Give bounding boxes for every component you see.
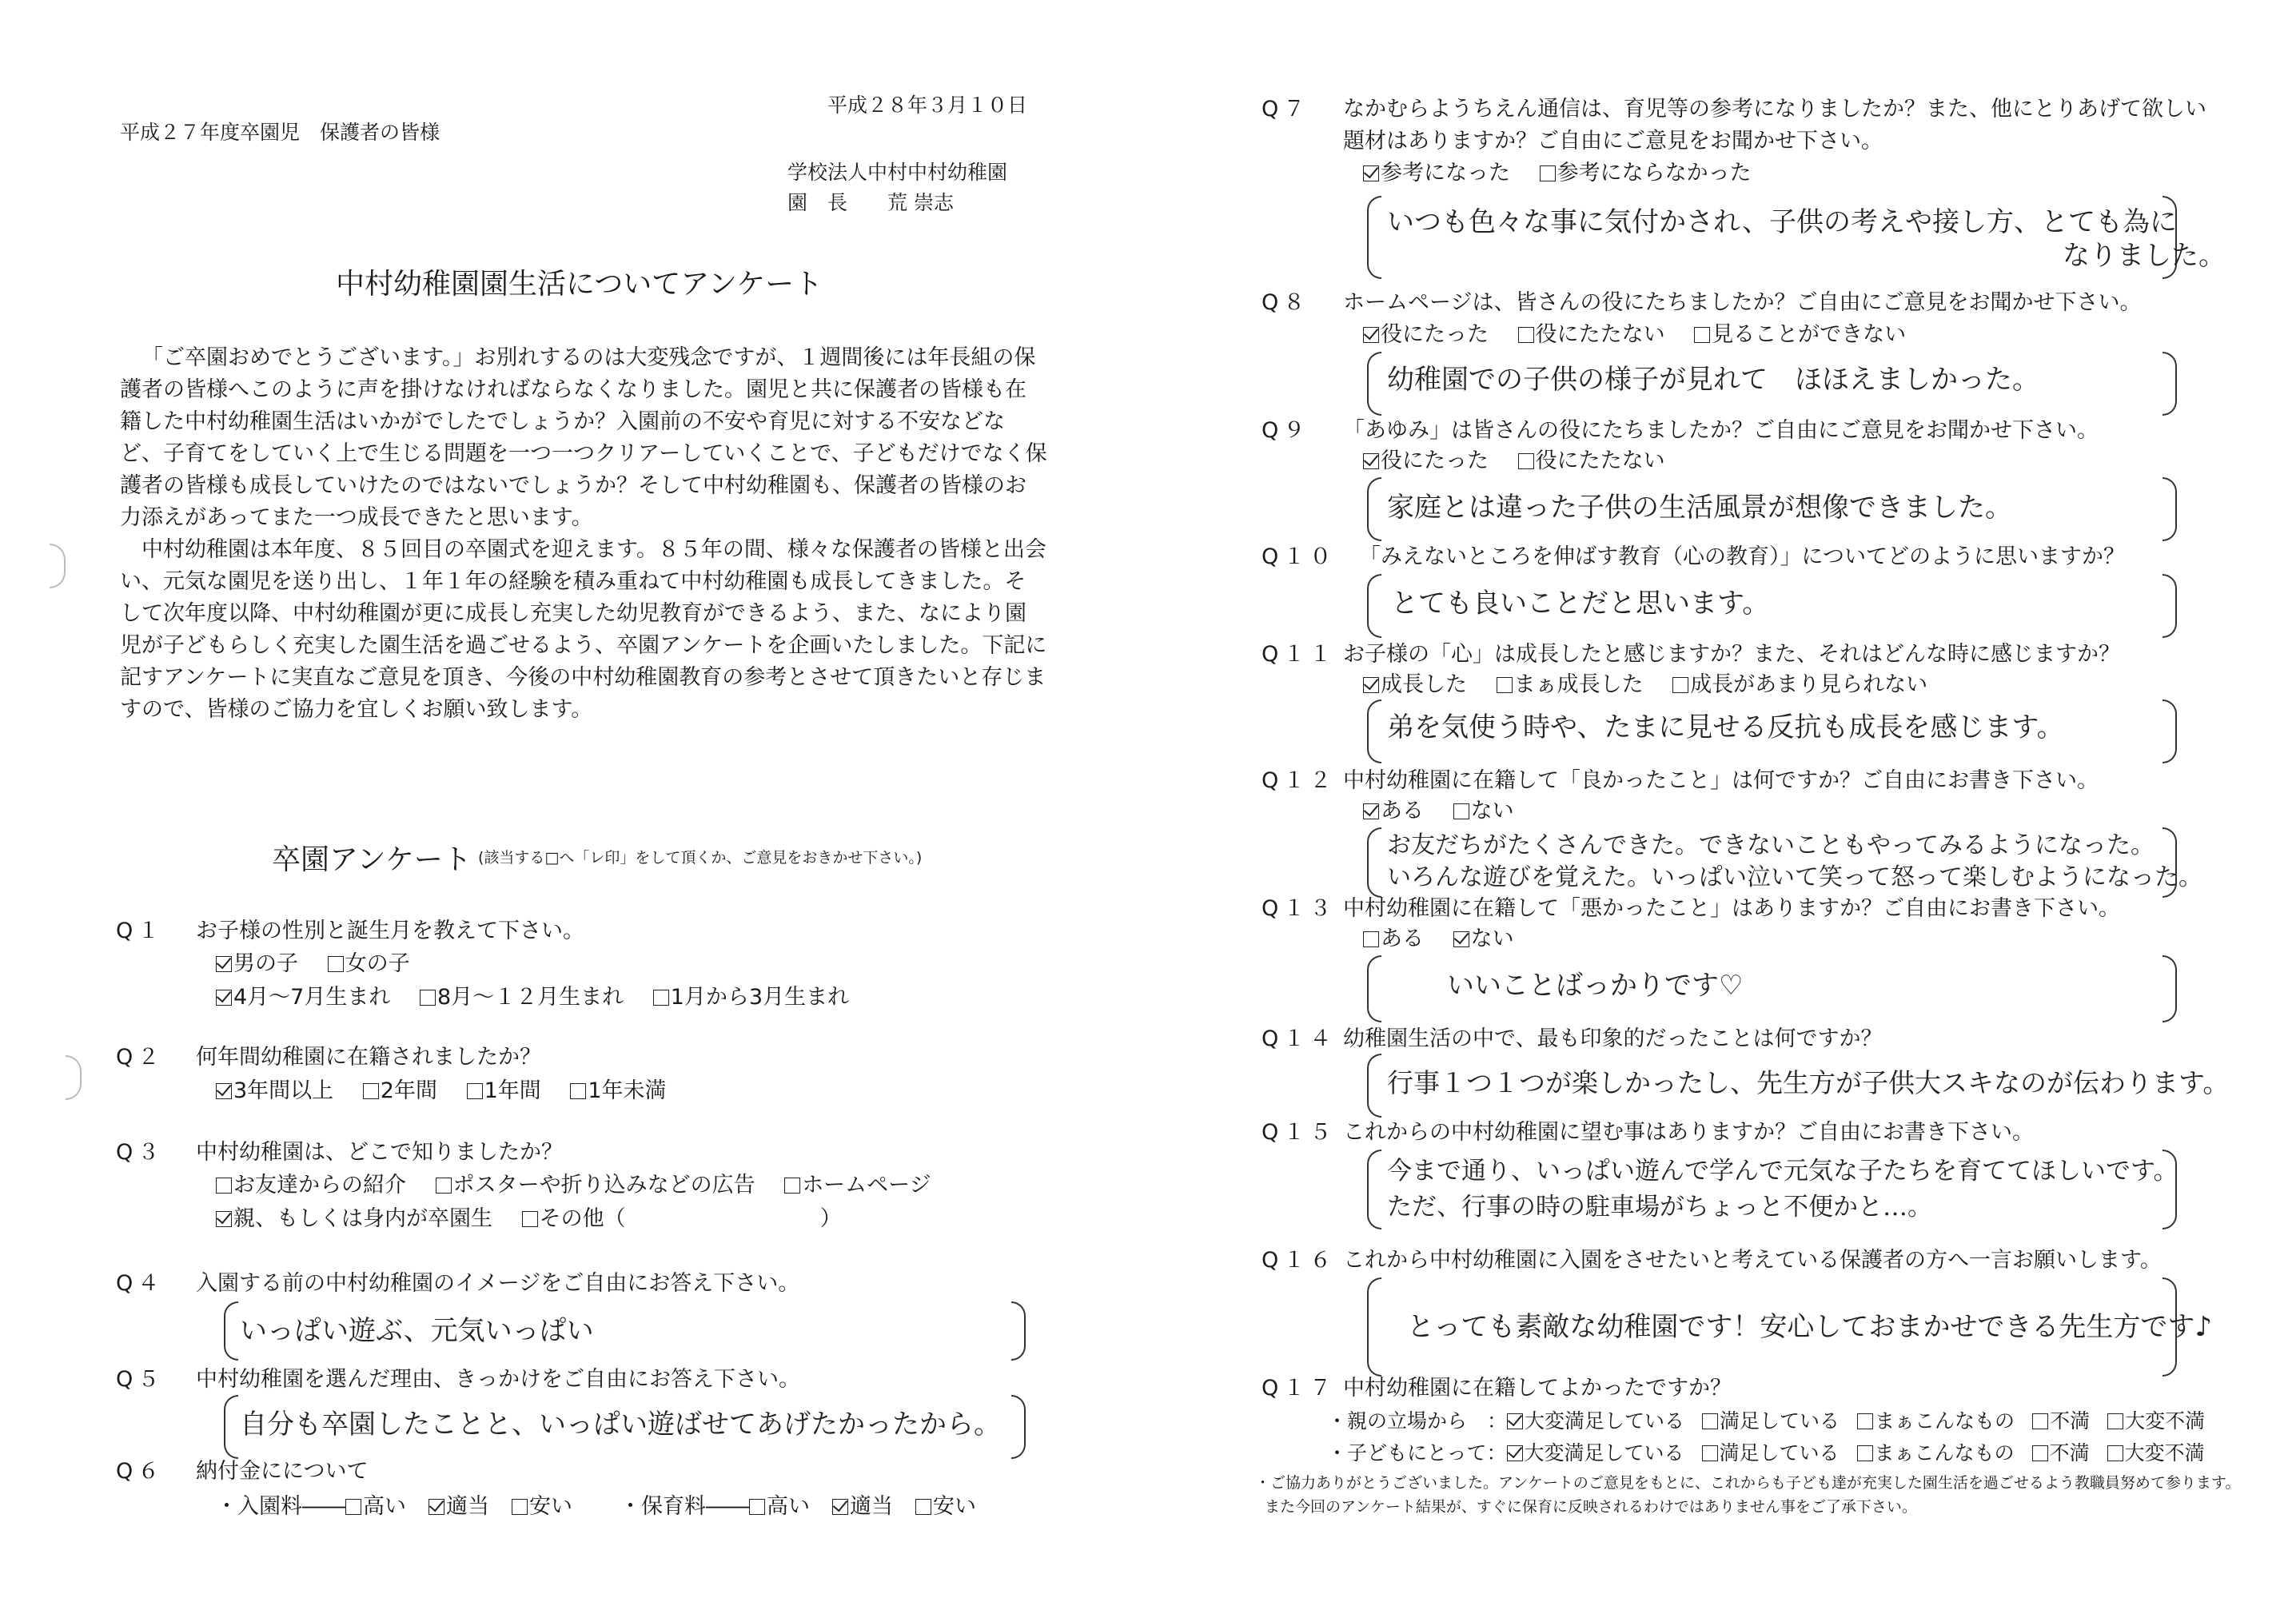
checkbox[interactable] (915, 1499, 931, 1515)
answer-bracket-left (1367, 574, 1381, 638)
checkbox-checked[interactable] (1507, 1413, 1523, 1429)
q7-option-helpful[interactable]: 参考になった (1363, 160, 1510, 187)
survey-title: 卒園アンケート (272, 843, 472, 876)
checkbox[interactable] (1540, 165, 1556, 181)
checkbox[interactable] (2107, 1445, 2123, 1461)
q9-option-useful[interactable]: 役にたった (1363, 448, 1489, 475)
q3-option-poster[interactable]: ポスターや折り込みなどの広告 (436, 1172, 755, 1199)
q13-text: 中村幼稚園に在籍して「悪かったこと」はありますか？ご自由にお書き下さい。 (1343, 896, 2120, 921)
q17-child-row: ・子どもにとって： 大変満足している 満足している まぁこんなもの 不満 大変不満 (1327, 1441, 2205, 1465)
binding-hole-mark (50, 544, 66, 588)
checkbox[interactable] (1694, 327, 1710, 343)
q6-text: 納付金にについて (196, 1459, 369, 1484)
q6-fee2-fair[interactable]: 適当 (832, 1493, 893, 1520)
q17-parent-very-dissatisfied[interactable]: 大変不満 (2107, 1409, 2205, 1434)
q17-parent-row: ・親の立場から ： 大変満足している 満足している まぁこんなもの 不満 大変不満 (1327, 1409, 2206, 1433)
checkbox[interactable] (1518, 453, 1534, 469)
q11-option-grew[interactable]: 成長した (1363, 672, 1467, 699)
checkbox[interactable] (216, 1178, 232, 1194)
q13-option-yes[interactable]: ある (1363, 926, 1424, 953)
answer-bracket-right (2162, 477, 2177, 541)
checkbox[interactable] (522, 1211, 538, 1227)
q12-answer-line2: いろんな遊びを覚えた。いっぱい泣いて笑って怒って楽しむようになった。 (1387, 863, 2202, 891)
q8-option-not-useful[interactable]: 役にたたない (1518, 321, 1665, 349)
q14-answer: 行事１つ１つが楽しかったし、先生方が子供大スキなのが伝わります。 (1387, 1067, 2230, 1098)
answer-bracket-right (1011, 1395, 1026, 1459)
q14-text: 幼稚園生活の中で、最も印象的だったことは何ですか？ (1343, 1026, 1883, 1051)
checkbox-checked[interactable] (1453, 931, 1469, 947)
q8-option-useful[interactable]: 役にたった (1363, 321, 1489, 349)
q6-tuition-fee: ・保育料―― 高い 適当 安い (620, 1494, 976, 1519)
q16-number: Q１６ (1262, 1248, 1337, 1273)
intro-paragraph-2: 中村幼稚園は本年度、８５回目の卒園式を迎えます。８５年の間、様々な保護者の皆様と出会い、元気な園児を送り出し、１年１年の経験を積み重ねて中村幼稚園も成長してきました。そして次年度以降、中村幼稚園が更に成長し充実した幼児教育ができるよう、また、なにより園児が子どもらしく充実した園生活を過ごせるよう、卒園アンケートを企画いたしました。下記に記すアンケートに実直なご意見を頂き、今後の中村幼稚園教育の参考とさせて頂きたいと存じますので、皆様のご協力を宜しくお願い致します。 (120, 537, 1047, 722)
q17-parent-so-so[interactable]: まぁこんなもの (1857, 1409, 2015, 1434)
q17-child-very-satisfied[interactable]: 大変満足している (1507, 1441, 1684, 1466)
q5-number: Q５ (116, 1367, 165, 1392)
q11-answer: 弟を気使う時や、たまに見せる反抗も成長を感じます。 (1387, 711, 2064, 743)
intro-text (120, 342, 1047, 726)
q1-options-birthmonth (216, 984, 871, 1011)
footer-note-1: ・ご協力ありがとうございました。アンケートのご意見をもとに、これからも子ども達が充実した園生活を過ごせるよう教職員努めて参ります。 (1255, 1474, 2241, 1492)
answer-bracket-left (1367, 1054, 1381, 1118)
q1-option-aug-dec[interactable]: 8月～１２月生まれ (420, 984, 624, 1011)
q12-option-yes[interactable]: ある (1363, 798, 1424, 825)
q9-text: 「あゆみ」は皆さんの役にたちましたか？ご自由にご意見をお聞かせ下さい。 (1343, 418, 2099, 443)
checkbox-checked[interactable] (216, 1211, 232, 1227)
q13-option-no[interactable]: ない (1453, 926, 1514, 953)
checkbox-checked[interactable] (1363, 677, 1379, 693)
answer-bracket-left (1367, 196, 1381, 279)
organization-name: 学校法人中村中村幼稚園 (787, 161, 1008, 184)
q4-text: 入園する前の中村幼稚園のイメージをご自由にお答え下さい。 (196, 1271, 800, 1296)
q7-options (1363, 160, 1774, 187)
q17-parent-satisfied[interactable]: 満足している (1702, 1409, 1840, 1434)
checkbox[interactable] (512, 1499, 528, 1515)
q8-answer: 幼稚園での子供の様子が見れて ほほえましかった。 (1387, 364, 2039, 396)
checkbox[interactable] (749, 1499, 765, 1515)
principal-name: 園 長 荒 崇志 (787, 191, 954, 214)
answer-bracket-right (2162, 955, 2177, 1022)
q12-answer-line1: お友だちがたくさんできた。できないこともやってみるようになった。 (1387, 831, 2154, 859)
q2-option-1year[interactable]: 1年間 (467, 1078, 541, 1105)
q6-entrance-fee: ・入園料―― 高い 適当 安い (216, 1494, 572, 1519)
q5-answer: 自分も卒園したことと、いっぱい遊ばせてあげたかったから。 (240, 1409, 1001, 1441)
q6-fee2-high[interactable]: 高い (749, 1493, 810, 1520)
q1-number: Q１ (116, 919, 165, 943)
q3-options-row1 (216, 1172, 954, 1199)
q1-option-jan-mar[interactable]: 1月から3月生まれ (653, 984, 849, 1011)
checkbox-checked[interactable] (1363, 803, 1379, 819)
checkbox[interactable] (345, 1499, 361, 1515)
q1-text: お子様の性別と誕生月を教えて下さい。 (196, 919, 584, 943)
q15-number: Q１５ (1262, 1120, 1337, 1145)
q1-option-apr-jul[interactable]: 4月～7月生まれ (216, 984, 390, 1011)
checkbox[interactable] (653, 990, 669, 1006)
checkbox[interactable] (784, 1178, 800, 1194)
answer-bracket-left (1367, 1277, 1381, 1377)
q7-answer-line1: いつも色々な事に気付かされ、子供の考えや接し方、とても為に (1387, 206, 2178, 238)
q10-number: Q１０ (1262, 544, 1337, 569)
q11-options (1363, 672, 1950, 699)
q13-number: Q１３ (1262, 896, 1337, 921)
page-title: 中村幼稚園園生活についてアンケート (336, 268, 823, 301)
q3-options-row2 (216, 1206, 864, 1233)
q9-options (1363, 448, 1688, 475)
answer-bracket-left (1367, 699, 1381, 763)
q5-text: 中村幼稚園を選んだ理由、きっかけをご自由にお答え下さい。 (196, 1367, 800, 1392)
q7-text-line1: なかむらようちえん通信は、育児等の参考になりましたか？また、他にとりあげて欲しい (1343, 97, 2206, 122)
q14-number: Q１４ (1262, 1026, 1337, 1051)
q12-number: Q１２ (1262, 768, 1337, 793)
answer-bracket-left (1367, 827, 1381, 898)
checkbox[interactable] (1497, 677, 1513, 693)
checkbox[interactable] (570, 1083, 586, 1099)
answer-bracket-left (1367, 955, 1381, 1022)
q2-option-2years[interactable]: 2年間 (363, 1078, 437, 1105)
q11-option-somewhat[interactable]: まぁ成長した (1497, 672, 1644, 699)
q15-text: これからの中村幼稚園に望む事はありますか？ご自由にお書き下さい。 (1343, 1120, 2034, 1145)
checkbox[interactable] (1702, 1445, 1718, 1461)
checkbox[interactable] (363, 1083, 379, 1099)
q2-options (216, 1078, 689, 1105)
q11-text: お子様の「心」は成長したと感じますか？また、それはどんな時に感じますか？ (1343, 642, 2120, 667)
answer-bracket-left (1367, 352, 1381, 416)
q17-child-satisfied[interactable]: 満足している (1702, 1441, 1840, 1466)
q7-answer-line2: なりました。 (2063, 240, 2226, 272)
answer-bracket-left (224, 1301, 238, 1361)
q3-option-friend[interactable]: お友達からの紹介 (216, 1172, 406, 1199)
q17-child-so-so[interactable]: まぁこんなもの (1857, 1441, 2015, 1466)
q4-number: Q４ (116, 1271, 165, 1296)
q12-options (1363, 798, 1537, 825)
checkbox-checked[interactable] (1363, 165, 1379, 181)
q11-option-little[interactable]: 成長があまり見られない (1672, 672, 1927, 699)
answer-bracket-right (1011, 1301, 1026, 1361)
q1-option-girl[interactable]: 女の子 (328, 950, 410, 978)
intro-paragraph-1: 「ご卒園おめでとうございます。」お別れするのは大変残念ですが、１週間後には年長組の保護者の皆様へこのように声を掛けなければならなくなりました。園児と共に保護者の皆様も在籍した中村幼稚園生活はいかがでしたでしょうか？入園前の不安や育児に対する不安などなど、子育てをしていく上で生じる問題を一つ一つクリアーしていくことで、子どもだけでなく保護者の皆様も成長していけたのではないでしょうか？そして中村幼稚園も、保護者の皆様のお力添えがあってまた一つ成長できたと思います。 (120, 345, 1047, 530)
checkbox-checked[interactable] (1363, 327, 1379, 343)
q1-option-boy[interactable]: 男の子 (216, 950, 298, 978)
checkbox[interactable] (1363, 931, 1379, 947)
document-date: 平成２８年３月１０日 (827, 94, 1028, 117)
answer-bracket-right (2162, 574, 2177, 638)
answer-bracket-left (224, 1395, 238, 1459)
checkbox-checked[interactable] (832, 1499, 848, 1515)
q8-option-cannot-view[interactable]: 見ることができない (1694, 321, 1906, 349)
survey-instruction: (該当する□へ「レ印」をして頂くか、ご意見をおきかせ下さい。) (478, 849, 923, 867)
q6-fee1-high[interactable]: 高い (345, 1493, 406, 1520)
q10-answer: とても良いことだと思います。 (1391, 588, 1770, 620)
checkbox[interactable] (1672, 677, 1688, 693)
q17-parent-dissatisfied[interactable]: 不満 (2032, 1409, 2090, 1434)
q12-option-no[interactable]: ない (1453, 798, 1514, 825)
q9-option-not-useful[interactable]: 役にたたない (1518, 448, 1665, 475)
q3-text: 中村幼稚園は、どこで知りましたか？ (196, 1140, 563, 1165)
answer-bracket-right (2162, 352, 2177, 416)
checkbox[interactable] (328, 956, 344, 972)
checkbox[interactable] (420, 990, 436, 1006)
q17-child-dissatisfied[interactable]: 不満 (2032, 1441, 2090, 1466)
checkbox[interactable] (1857, 1413, 1873, 1429)
q10-text: 「みえないところを伸ばす教育（心の教育）」についてどのように思いますか？ (1359, 544, 2125, 569)
checkbox-checked[interactable] (1507, 1445, 1523, 1461)
binding-hole-mark (66, 1055, 82, 1100)
checkbox[interactable] (1453, 803, 1469, 819)
q13-options (1363, 926, 1537, 953)
q6-number: Q６ (116, 1459, 165, 1484)
answer-bracket-left (1367, 477, 1381, 541)
q8-text: ホームページは、皆さんの役にたちましたか？ご自由にご意見をお聞かせ下さい。 (1343, 290, 2142, 315)
checkbox-checked[interactable] (216, 956, 232, 972)
q7-text-line2: 題材はありますか？ご自由にご意見をお聞かせ下さい。 (1343, 129, 1883, 153)
checkbox[interactable] (2032, 1445, 2048, 1461)
footer-note-2: また今回のアンケート結果が、すぐに保育に反映されるわけではありません事をご了承下さい。 (1265, 1498, 1917, 1516)
checkbox[interactable] (2107, 1413, 2123, 1429)
answer-bracket-right (2162, 699, 2177, 763)
q16-text: これから中村幼稚園に入園をさせたいと考えている保護者の方へ一言お願いします。 (1343, 1248, 2162, 1273)
q8-options (1363, 321, 1928, 349)
recipient-line: 平成２７年度卒園児 保護者の皆様 (120, 121, 440, 144)
q17-parent-very-satisfied[interactable]: 大変満足している (1507, 1409, 1684, 1434)
q17-text: 中村幼稚園に在籍してよかったですか？ (1343, 1376, 1732, 1401)
q8-number: Q８ (1262, 290, 1310, 315)
checkbox[interactable] (436, 1178, 452, 1194)
q2-option-3years[interactable]: 3年間以上 (216, 1078, 333, 1105)
q11-number: Q１１ (1262, 642, 1337, 667)
q2-number: Q２ (116, 1045, 165, 1070)
q17-child-very-dissatisfied[interactable]: 大変不満 (2107, 1441, 2205, 1466)
checkbox[interactable] (1702, 1413, 1718, 1429)
q3-option-other[interactable]: その他（ ） (522, 1206, 842, 1233)
q2-text: 何年間幼稚園に在籍されましたか？ (196, 1045, 541, 1070)
q4-answer: いっぱい遊ぶ、元気いっぱい (240, 1315, 594, 1347)
checkbox-checked[interactable] (429, 1499, 444, 1515)
q1-options-gender (216, 950, 432, 978)
q15-answer-line1: 今まで通り、いっぱい遊んで学んで元気な子たちを育ててほしいです。 (1387, 1157, 2178, 1186)
answer-bracket-left (1367, 1150, 1381, 1229)
checkbox-checked[interactable] (216, 990, 232, 1006)
q2-option-under1[interactable]: 1年未満 (570, 1078, 666, 1105)
checkbox[interactable] (1518, 327, 1534, 343)
q3-number: Q３ (116, 1140, 165, 1165)
checkbox[interactable] (467, 1083, 483, 1099)
q3-option-homepage[interactable]: ホームページ (784, 1172, 931, 1199)
q15-answer-line2: ただ、行事の時の駐車場がちょっと不便かと…。 (1387, 1193, 1932, 1221)
checkbox[interactable] (1857, 1445, 1873, 1461)
q16-answer: とっても素敵な幼稚園です！安心しておまかせできる先生方です♪ (1407, 1311, 2213, 1343)
q3-option-relative[interactable]: 親、もしくは身内が卒園生 (216, 1206, 492, 1233)
q9-number: Q９ (1262, 418, 1310, 443)
q12-text: 中村幼稚園に在籍して「良かったこと」は何ですか？ご自由にお書き下さい。 (1343, 768, 2099, 793)
q7-option-not-helpful[interactable]: 参考にならなかった (1540, 160, 1752, 187)
q17-number: Q１７ (1262, 1376, 1337, 1401)
checkbox-checked[interactable] (1363, 453, 1379, 469)
q7-number: Q７ (1262, 97, 1310, 122)
q13-answer: いいことばっかりです♡ (1447, 970, 1744, 1002)
q6-fee2-cheap[interactable]: 安い (915, 1493, 976, 1520)
q6-fee1-cheap[interactable]: 安い (512, 1493, 572, 1520)
q6-fee1-fair[interactable]: 適当 (429, 1493, 489, 1520)
checkbox-checked[interactable] (216, 1083, 232, 1099)
checkbox[interactable] (2032, 1413, 2048, 1429)
q9-answer: 家庭とは違った子供の生活風景が想像できました。 (1387, 492, 2012, 524)
